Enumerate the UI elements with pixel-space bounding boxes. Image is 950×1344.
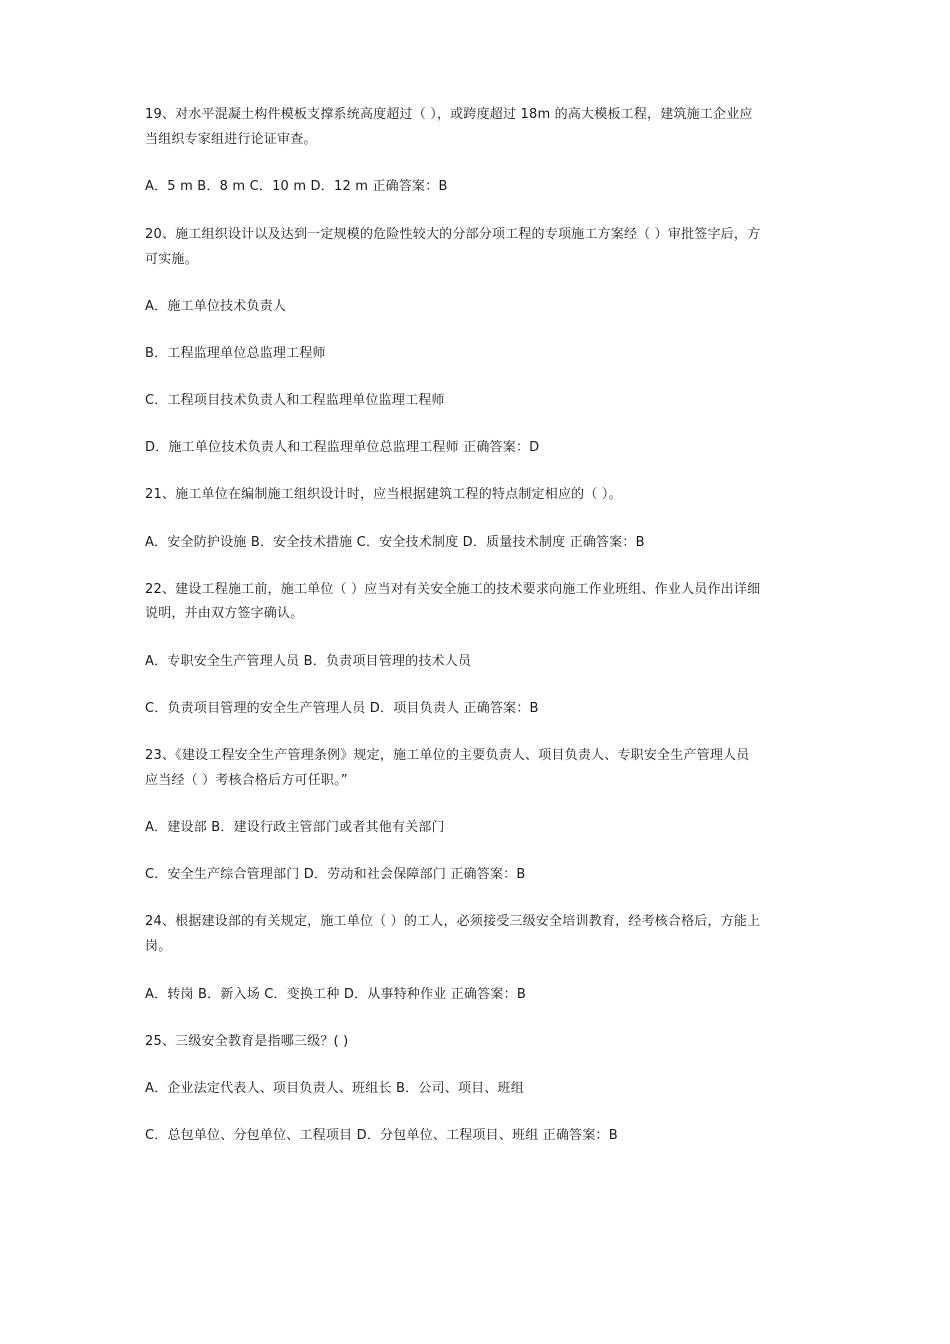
question-23-options-line-2: C．安全生产综合管理部门 D．劳动和社会保障部门 正确答案：B [145, 867, 526, 882]
question-19-stem-line-1: 19、对水平混凝土构件模板支撑系统高度超过（ ），或跨度超过 18m 的高大模板工程，建筑施工企业应 [145, 107, 753, 122]
question-19-options: A．5 m B．8 m C．10 m D．12 m 正确答案：B [145, 179, 448, 194]
question-20-stem-line-1: 20、施工组织设计以及达到一定规模的危险性较大的分部分项工程的专项施工方案经（ ）审批签字后，方 [145, 227, 761, 242]
question-19-stem-line-2: 当组织专家组进行论证审查。 [145, 132, 317, 147]
question-25-stem: 25、三级安全教育是指哪三级？( ) [145, 1034, 349, 1049]
question-20-option-b: B．工程监理单位总监理工程师 [145, 346, 326, 361]
question-22-options-line-2: C．负责项目管理的安全生产管理人员 D．项目负责人 正确答案：B [145, 701, 539, 716]
question-23-stem-line-1: 23、《建设工程安全生产管理条例》规定，施工单位的主要负责人、项目负责人、专职安全生产管理人员 [145, 748, 750, 763]
question-20-option-c: C．工程项目技术负责人和工程监理单位监理工程师 [145, 393, 445, 408]
question-20-stem-line-2: 可实施。 [145, 252, 198, 267]
question-23-stem-line-2: 应当经（ ）考核合格后方可任职。” [145, 773, 348, 788]
question-24-stem-line-2: 岗。 [145, 939, 172, 954]
question-22-options-line-1: A．专职安全生产管理人员 B．负责项目管理的技术人员 [145, 654, 472, 669]
question-22-stem-line-2: 说明，并由双方签字确认。 [145, 606, 304, 621]
question-24-options: A．转岗 B．新入场 C．变换工种 D．从事特种作业 正确答案：B [145, 987, 526, 1002]
question-25-options-line-2: C．总包单位、分包单位、工程项目 D．分包单位、工程项目、班组 正确答案：B [145, 1128, 618, 1143]
question-21-stem: 21、施工单位在编制施工组织设计时，应当根据建筑工程的特点制定相应的（ ）。 [145, 487, 622, 502]
question-20-option-d: D．施工单位技术负责人和工程监理单位总监理工程师 正确答案：D [145, 440, 540, 455]
question-22-stem-line-1: 22、建设工程施工前，施工单位（ ）应当对有关安全施工的技术要求向施工作业班组、作业人员作出详细 [145, 582, 761, 597]
question-20-option-a: A．施工单位技术负责人 [145, 299, 287, 314]
question-23-options-line-1: A．建设部 B．建设行政主管部门或者其他有关部门 [145, 820, 445, 835]
question-25-options-line-1: A．企业法定代表人、项目负责人、班组长 B．公司、项目、班组 [145, 1081, 524, 1096]
question-24-stem-line-1: 24、根据建设部的有关规定，施工单位（ ）的工人，必须接受三级安全培训教育，经考核合格后，方能上 [145, 914, 761, 929]
question-21-options: A．安全防护设施 B．安全技术措施 C．安全技术制度 D．质量技术制度 正确答案：B [145, 535, 645, 550]
